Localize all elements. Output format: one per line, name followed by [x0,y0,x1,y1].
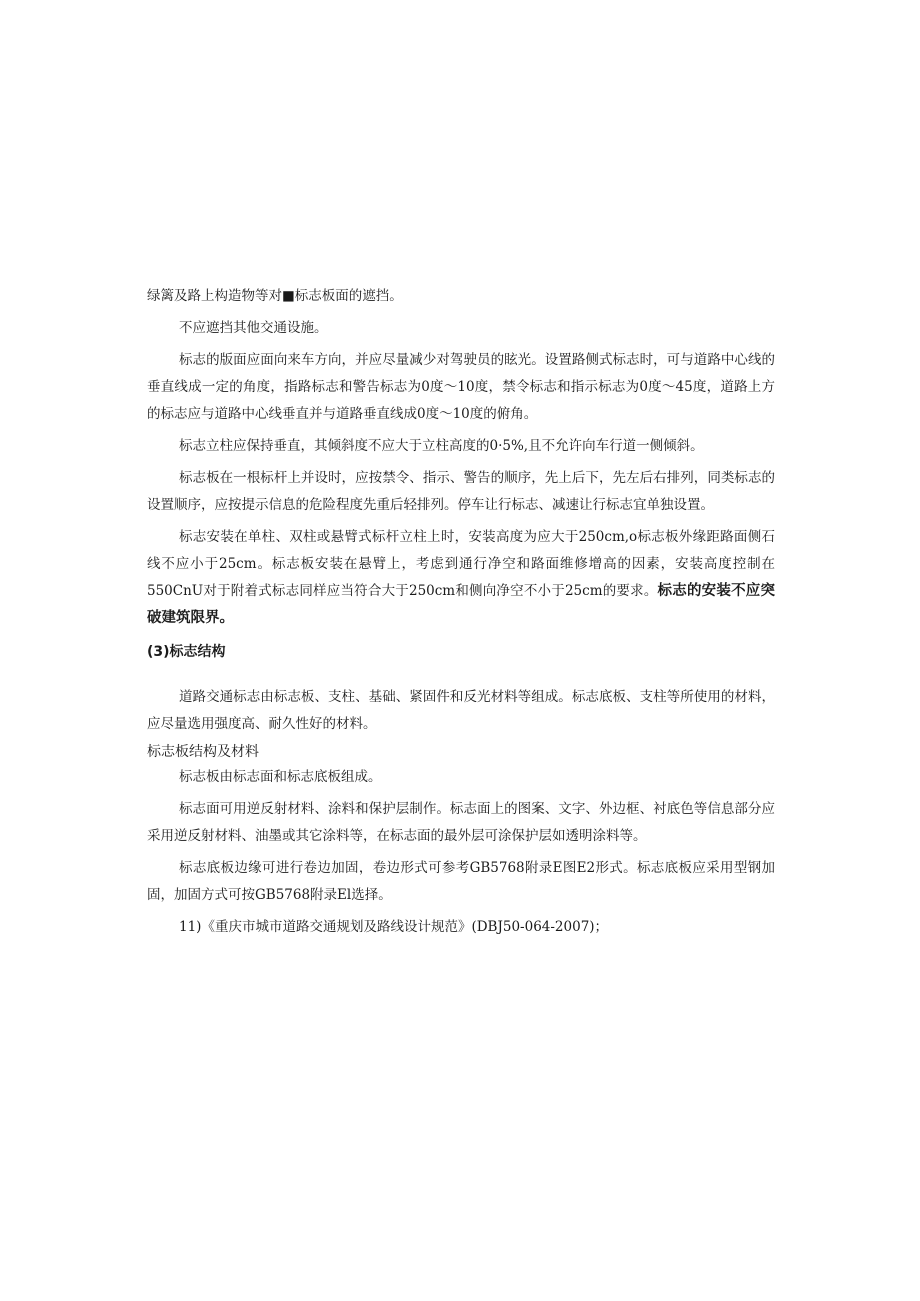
section-heading-sign-structure: (3)标志结构 [147,644,226,660]
paragraph-sign-orientation: 标志的版面应面向来车方向，并应尽量减少对驾驶员的眩光。设置路侧式标志时，可与道路中心线的垂直线成一定的角度，指路标志和警告标志为0度～10度，禁令标志和指示标志为0度～45度，道路上方的标志应与道路中心线垂直并与道路垂直线成0度～10度的俯角。 [147,352,775,422]
paragraph-greenbelt-obstruction: 绿篱及路上构造物等对■标志板面的遮挡。 [147,288,403,304]
paragraph-sign-components: 道路交通标志由标志板、支柱、基础、紧固件和反光材料等组成。标志底板、支柱等所使用的材料，应尽量选用强度高、耐久性好的材料。 [147,689,775,732]
install-height-text: 标志安装在单柱、双柱或悬臂式标杆立柱上时，安装高度为应大于250cm,o标志板外缘距路面侧石线不应小于25cm。标志板安装在悬臂上，考虑到通行净空和路面维修增高的因素，安装高度控制在550CnU对于附着式标志同样应当符合大于250cm和侧向净空不小于25cm的要求。 [147,529,775,599]
paragraph-post-vertical: 标志立柱应保持垂直，其倾斜度不应大于立柱高度的0·5%,且不允许向车行道一侧倾斜。 [179,438,704,454]
paragraph-sign-order: 标志板在一根标杆上并设时，应按禁令、指示、警告的顺序，先上后下，先左后右排列，同类标志的设置顺序，应按提示信息的危险程度先重后轻排列。停车让行标志、减速让行标志宜单独设置。 [147,470,775,513]
document-body [147,283,775,941]
paragraph-sign-face-materials: 标志面可用逆反射材料、涂料和保护层制作。标志面上的图案、文字、外边框、衬底色等信息部分应采用逆反射材料、油墨或其它涂料等，在标志面的最外层可涂保护层如透明涂料等。 [147,801,775,844]
paragraph-board-composition: 标志板由标志面和标志底板组成。 [179,769,382,785]
clearance-emphasis: 标志的安装不应突破建筑限界。 [147,583,775,626]
paragraph-reference-standard: 11)《重庆市城市道路交通规划及路线设计规范》(DBJ50-064-2007)； [179,919,609,935]
paragraph-no-obstruction: 不应遮挡其他交通设施。 [179,320,328,336]
paragraph-base-reinforcement: 标志底板边缘可进行卷边加固，卷边形式可参考GB5768附录E图E2形式。标志底板应采用型钢加固，加固方式可按GB5768附录El选择。 [147,860,775,903]
paragraph-install-height [147,524,775,632]
subheading-board-structure: 标志板结构及材料 [147,744,259,760]
